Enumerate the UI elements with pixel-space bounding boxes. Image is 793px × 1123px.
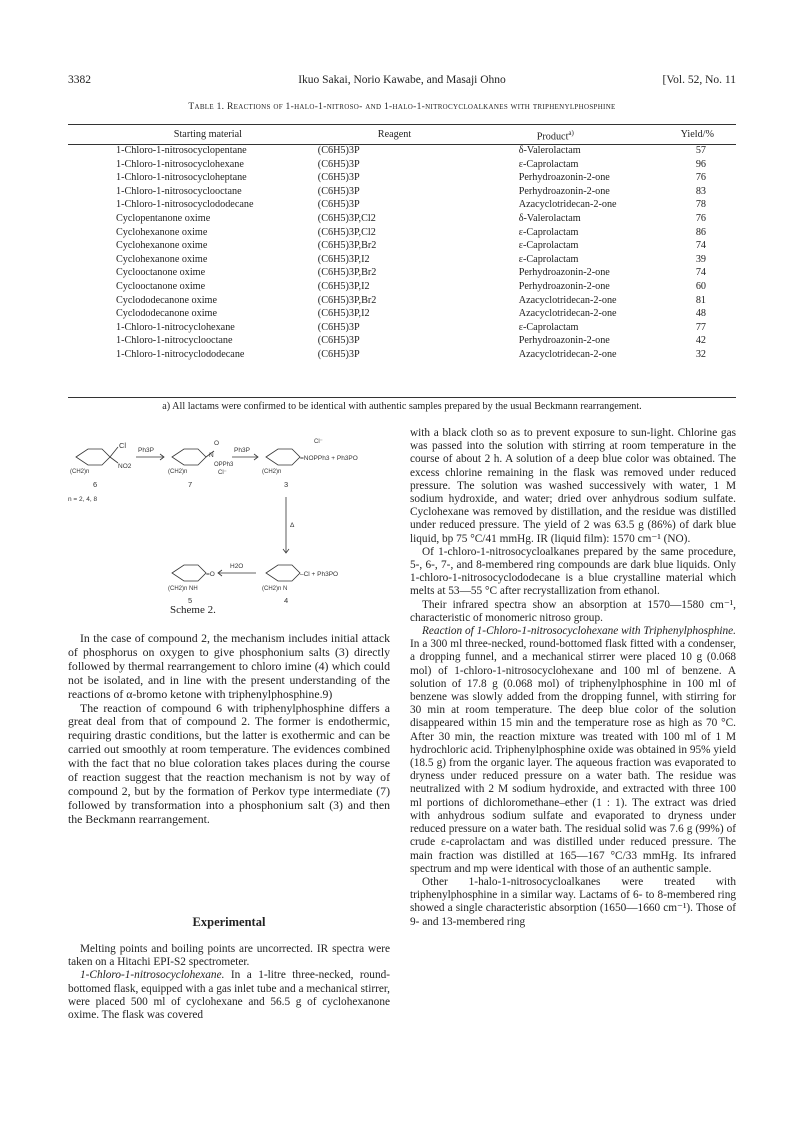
cell-product: Perhydroazonin-2-one	[518, 172, 610, 184]
table-caption: Table 1. Reactions of 1-halo-1-nitroso- and 1-halo-1-nitrocycloalkanes with triphenylphosphine	[188, 102, 616, 112]
section-title-experimental: Experimental	[192, 915, 266, 929]
col-header-starting-material: Starting material	[173, 129, 242, 141]
table-row	[68, 253, 736, 267]
cell-reagent: (C6H5)3P,I2	[317, 308, 370, 320]
cell-reagent: (C6H5)3P,I2	[317, 253, 370, 265]
cell-yield: 86	[695, 226, 706, 238]
n-values: n = 2, 4, 8	[68, 496, 98, 503]
right-paragraph-4	[410, 625, 736, 876]
label-cl: Cl	[119, 441, 127, 450]
experimental-paragraph-2	[68, 969, 390, 1022]
label-ch2n-nh: (CH2)n NH	[168, 586, 198, 592]
cell-reagent: (C6H5)3P,Cl2	[317, 226, 376, 238]
cell-reagent: (C6H5)3P,Br2	[317, 240, 377, 252]
cell-yield: 39	[695, 253, 706, 265]
right-paragraph-4-body: In a 300 ml three-necked, round-bottomed flask fitted with a condenser, a dropping funnel, and a mechanical stirrer were placed 10 g (0.068 mol) of 1-chloro-1-nitrosocyclohexane and 100 ml of benzene. A solution of 17.8 g (0.068 mol) of triphenylphosphine in 100 ml of benzene was slowly added from the dropping funnel, with stirring for 30 min at room temperature. The deep blue color of the solution disappeared within 15 min and the temperature rose as high as 70 °C. After 30 min, the reaction mixture was treated with 100 ml of 1 M hydrochloric acid. Triphenylphosphine oxide was obtained in 95% yield (18.5 g) from the organic layer. The aqueous fraction was evaporated to dryness under reduced pressure on a water bath. The residue was neutralized with 2 M sodium hydroxide, and extracted with three 100 ml portions of dichloromethane–ether (1 : 1). The extract was dried with anhydrous sodium sulfate and evaporated to dryness under reduced pressure on a water bath. The residual solid was 7.6 g (99%) of crude ε-caprolactam and was distilled under reduced pressure. The main fraction was distilled at 165—167 °C/33 mmHg. Its infrared spectrum and mp were identical with those of an authentic sample.	[410, 638, 736, 875]
arrow-2-label: Ph3P	[234, 447, 250, 454]
cell-starting-material: 1-Chloro-1-nitrosocyclopentane	[116, 145, 247, 157]
col-header-reagent: Reagent	[377, 129, 412, 141]
cell-yield: 48	[695, 308, 706, 320]
cell-starting-material: 1-Chloro-1-nitrosocyclooctane	[116, 185, 242, 197]
col-header-product	[519, 126, 681, 144]
cell-starting-material: Cyclooctanone oxime	[116, 267, 206, 279]
left-column-discussion	[68, 632, 390, 827]
ring-6	[76, 449, 110, 465]
arrow-1-label: Ph3P	[138, 447, 154, 454]
ring-3	[266, 449, 300, 465]
compound-3: 3	[284, 480, 289, 489]
ring-5	[172, 565, 206, 581]
table-row	[68, 294, 736, 308]
table-row	[68, 185, 736, 199]
cell-starting-material: 1-Chloro-1-nitrosocycloheptane	[116, 172, 247, 184]
cell-yield: 60	[695, 280, 706, 292]
table-row	[68, 171, 736, 185]
cell-starting-material: Cyclohexanone oxime	[116, 226, 208, 238]
cell-reagent: (C6H5)3P	[317, 335, 360, 347]
cell-reagent: (C6H5)3P	[317, 348, 360, 360]
table-footnote: a) All lactams were confirmed to be identical with authentic samples prepared by the usual Beckmann rearrangement.	[162, 401, 642, 412]
scheme-caption: Scheme 2.	[170, 604, 216, 616]
authors: Ikuo Sakai, Norio Kawabe, and Masaji Ohno	[298, 74, 506, 86]
ring-7	[172, 449, 206, 465]
cell-reagent: (C6H5)3P,I2	[317, 280, 370, 292]
label-ngpph3: =NOPPh3 + Ph3PO	[300, 455, 358, 462]
cell-starting-material: Cyclohexanone oxime	[116, 253, 208, 265]
cell-starting-material: Cyclooctanone oxime	[116, 280, 206, 292]
label-ch2n-a: (CH2)n	[70, 469, 90, 475]
cell-yield: 74	[695, 267, 706, 279]
cell-product: δ-Valerolactam	[518, 145, 581, 157]
cell-product: Perhydroazonin-2-one	[518, 280, 610, 292]
label-no2: NO2	[118, 463, 132, 470]
cell-starting-material: Cyclododecanone oxime	[116, 308, 217, 320]
label-o-top: O	[214, 440, 220, 447]
label-o-lactam: =O	[206, 571, 215, 578]
table-row	[68, 280, 736, 294]
cell-reagent: (C6H5)3P,Br2	[317, 294, 377, 306]
label-n-plus: N	[209, 452, 214, 459]
cell-product: ε-Caprolactam	[518, 253, 579, 265]
discussion-paragraph-1: In the case of compound 2, the mechanism includes initial attack of phosphorus on oxygen to give phosphonium salts (3) directly followed by thermal rearrangement to chloro imine (4) which could not be isolated, and in line with the present understanding of the reactions of α-bromo ketone with triphenylphosphine.9)	[68, 631, 390, 701]
col-header-yield: Yield/%	[680, 129, 714, 141]
label-cl-minus-2: Cl⁻	[314, 439, 323, 445]
bond-no2	[110, 457, 118, 463]
cell-reagent: (C6H5)3P	[317, 145, 360, 157]
cell-reagent: (C6H5)3P	[317, 321, 360, 333]
cell-product: Perhydroazonin-2-one	[518, 185, 610, 197]
cell-product: ε-Caprolactam	[518, 240, 579, 252]
cell-yield: 78	[695, 199, 706, 211]
discussion-paragraph-2: The reaction of compound 6 with triphenylphosphine differs a great deal from that of compound 2. The former is endothermic, requiring drastic conditions, but the latter is exothermic and can be carried out smoothly at room temperature. The evidences combined with the fact that no blue coloration takes places during the course of reaction suggest that the reaction mechanism is not by way of compound 2, but by the formation of Perkov type intermediate (7) followed by transformation into a phosphonium salt (3) and then the Beckmann rearrangement.	[68, 700, 390, 826]
cell-product: Perhydroazonin-2-one	[518, 267, 610, 279]
label-ch2n-b: (CH2)n	[168, 469, 188, 475]
cell-starting-material: Cyclohexanone oxime	[116, 240, 208, 252]
cell-yield: 74	[695, 240, 706, 252]
running-header	[68, 74, 736, 90]
compound-7: 7	[188, 480, 193, 489]
cell-starting-material: Cyclopentanone oxime	[116, 213, 211, 225]
table-row	[68, 198, 736, 212]
cell-starting-material: 1-Chloro-1-nitrosocyclohexane	[116, 158, 244, 170]
cell-product: ε-Caprolactam	[518, 226, 579, 238]
cell-product: Azacyclotridecan-2-one	[518, 199, 617, 211]
experimental-paragraph-1: Melting points and boiling points are uncorrected. IR spectra were taken on a Hitachi EPI-S2 spectrometer.	[68, 943, 390, 969]
cell-yield: 77	[695, 321, 706, 333]
cell-yield: 96	[695, 158, 706, 170]
compound-6: 6	[93, 480, 98, 489]
table-row	[68, 307, 736, 321]
right-paragraph-2: Of 1-chloro-1-nitrosocycloalkanes prepared by the same procedure, 5-, 6-, 7-, and 8-membered ring compounds are dark blue liquids. Only 1-chloro-1-nitrosocyclododecane is a blue crystalline material which melts at 53—55 °C after recrystallization from ethanol.	[410, 545, 736, 598]
table-row	[68, 321, 736, 335]
cell-starting-material: Cyclododecanone oxime	[116, 294, 217, 306]
table-bottom-rule	[68, 397, 736, 398]
table-row	[68, 226, 736, 240]
cell-product: δ-Valerolactam	[518, 213, 581, 225]
label-cl-ph3po: –Cl + Ph3PO	[300, 571, 339, 578]
cell-yield: 81	[695, 294, 706, 306]
cell-reagent: (C6H5)3P	[317, 172, 360, 184]
cell-reagent: (C6H5)3P	[317, 158, 360, 170]
compound-5: 5	[188, 596, 193, 605]
table-row	[68, 348, 736, 362]
cell-product: Azacyclotridecan-2-one	[518, 348, 617, 360]
table-row	[68, 266, 736, 280]
reaction-scheme	[68, 435, 390, 620]
table-row	[68, 158, 736, 172]
page-number: 3382	[68, 74, 91, 86]
cell-starting-material: 1-Chloro-1-nitrosocyclododecane	[116, 199, 254, 211]
bond-cl	[110, 447, 118, 457]
compound-4: 4	[284, 596, 289, 605]
ring-4	[266, 565, 300, 581]
cell-starting-material: 1-Chloro-1-nitrocyclohexane	[116, 321, 235, 333]
label-cl-minus: Cl⁻	[218, 470, 227, 476]
label-ch2n-c: (CH2)n	[262, 469, 282, 475]
product-note-marker: a)	[568, 128, 574, 137]
right-paragraph-5: Other 1-halo-1-nitrosocycloalkanes were treated with triphenylphosphine in a similar way. Lactams of 6- to 8-membered ring showed a single characteristic absorption (1650—1660 cm⁻¹). Those of 9- and 13-membered ring	[410, 875, 736, 928]
experimental-paragraph-2-title: 1-Chloro-1-nitrosocyclohexane.	[80, 969, 225, 982]
cell-reagent: (C6H5)3P,Br2	[317, 267, 377, 279]
experimental-paragraph-2-body: In a 1-litre three-necked, round-bottomed flask, equipped with a gas inlet tube and a mechanical stirrer, were placed 500 ml of cyclohexane and 56.5 g of cyclohexanone oxime. The flask was covered	[68, 969, 391, 1022]
table-body	[68, 144, 736, 362]
label-ch2n-n: (CH2)n N	[262, 586, 288, 592]
right-paragraph-3: Their infrared spectra show an absorption at 1570—1580 cm⁻¹, characteristic of monomeric nitroso group.	[410, 598, 736, 624]
cell-reagent: (C6H5)3P	[317, 199, 360, 211]
left-column-experimental	[68, 943, 390, 1022]
right-paragraph-4-title: Reaction of 1-Chloro-1-nitrosocyclohexane with Triphenylphosphine.	[422, 625, 736, 638]
table-row	[68, 212, 736, 226]
volume-info: [Vol. 52, No. 11	[662, 74, 736, 86]
cell-yield: 32	[695, 348, 706, 360]
results-table	[68, 126, 736, 362]
label-h2o: H2O	[230, 563, 244, 570]
cell-yield: 42	[695, 335, 706, 347]
cell-starting-material: 1-Chloro-1-nitrocyclooctane	[116, 335, 233, 347]
table-row	[68, 144, 736, 158]
cell-starting-material: 1-Chloro-1-nitrocyclododecane	[116, 348, 245, 360]
label-delta: Δ	[290, 522, 295, 529]
table-header-row	[68, 126, 736, 144]
cell-reagent: (C6H5)3P	[317, 185, 360, 197]
cell-product: Perhydroazonin-2-one	[518, 335, 610, 347]
cell-yield: 76	[695, 172, 706, 184]
cell-product: Azacyclotridecan-2-one	[518, 294, 617, 306]
label-opph3: OPPh3	[214, 462, 234, 468]
col-header-product-label: Product	[536, 130, 569, 142]
cell-product: ε-Caprolactam	[518, 158, 579, 170]
cell-yield: 76	[695, 213, 706, 225]
right-column-experimental	[410, 427, 736, 929]
table-row	[68, 239, 736, 253]
table-row	[68, 334, 736, 348]
table-top-rule	[68, 124, 736, 125]
cell-yield: 57	[695, 145, 706, 157]
cell-product: ε-Caprolactam	[518, 321, 579, 333]
cell-reagent: (C6H5)3P,Cl2	[317, 213, 376, 225]
cell-product: Azacyclotridecan-2-one	[518, 308, 617, 320]
cell-yield: 83	[695, 185, 706, 197]
right-paragraph-1: with a black cloth so as to prevent exposure to sun-light. Chlorine gas was passed into the solution with stirring at room temperature in the course of about 2 h. A solution of a deep blue color was obtained. The excess chlorine remaining in the flask was removed under reduced pressure. The solution was washed successively with water, 1 M sodium hydroxide, and water; dried over anhydrous sodium sulfate. Cyclohexane was removed by distillation, and the residue was distilled under reduced pressure. The yield of 2 was 63.5 g (86%) of dark blue liquid, bp 75 °C/41 mmHg. IR (liquid film): 1570 cm⁻¹ (NO).	[410, 427, 736, 545]
